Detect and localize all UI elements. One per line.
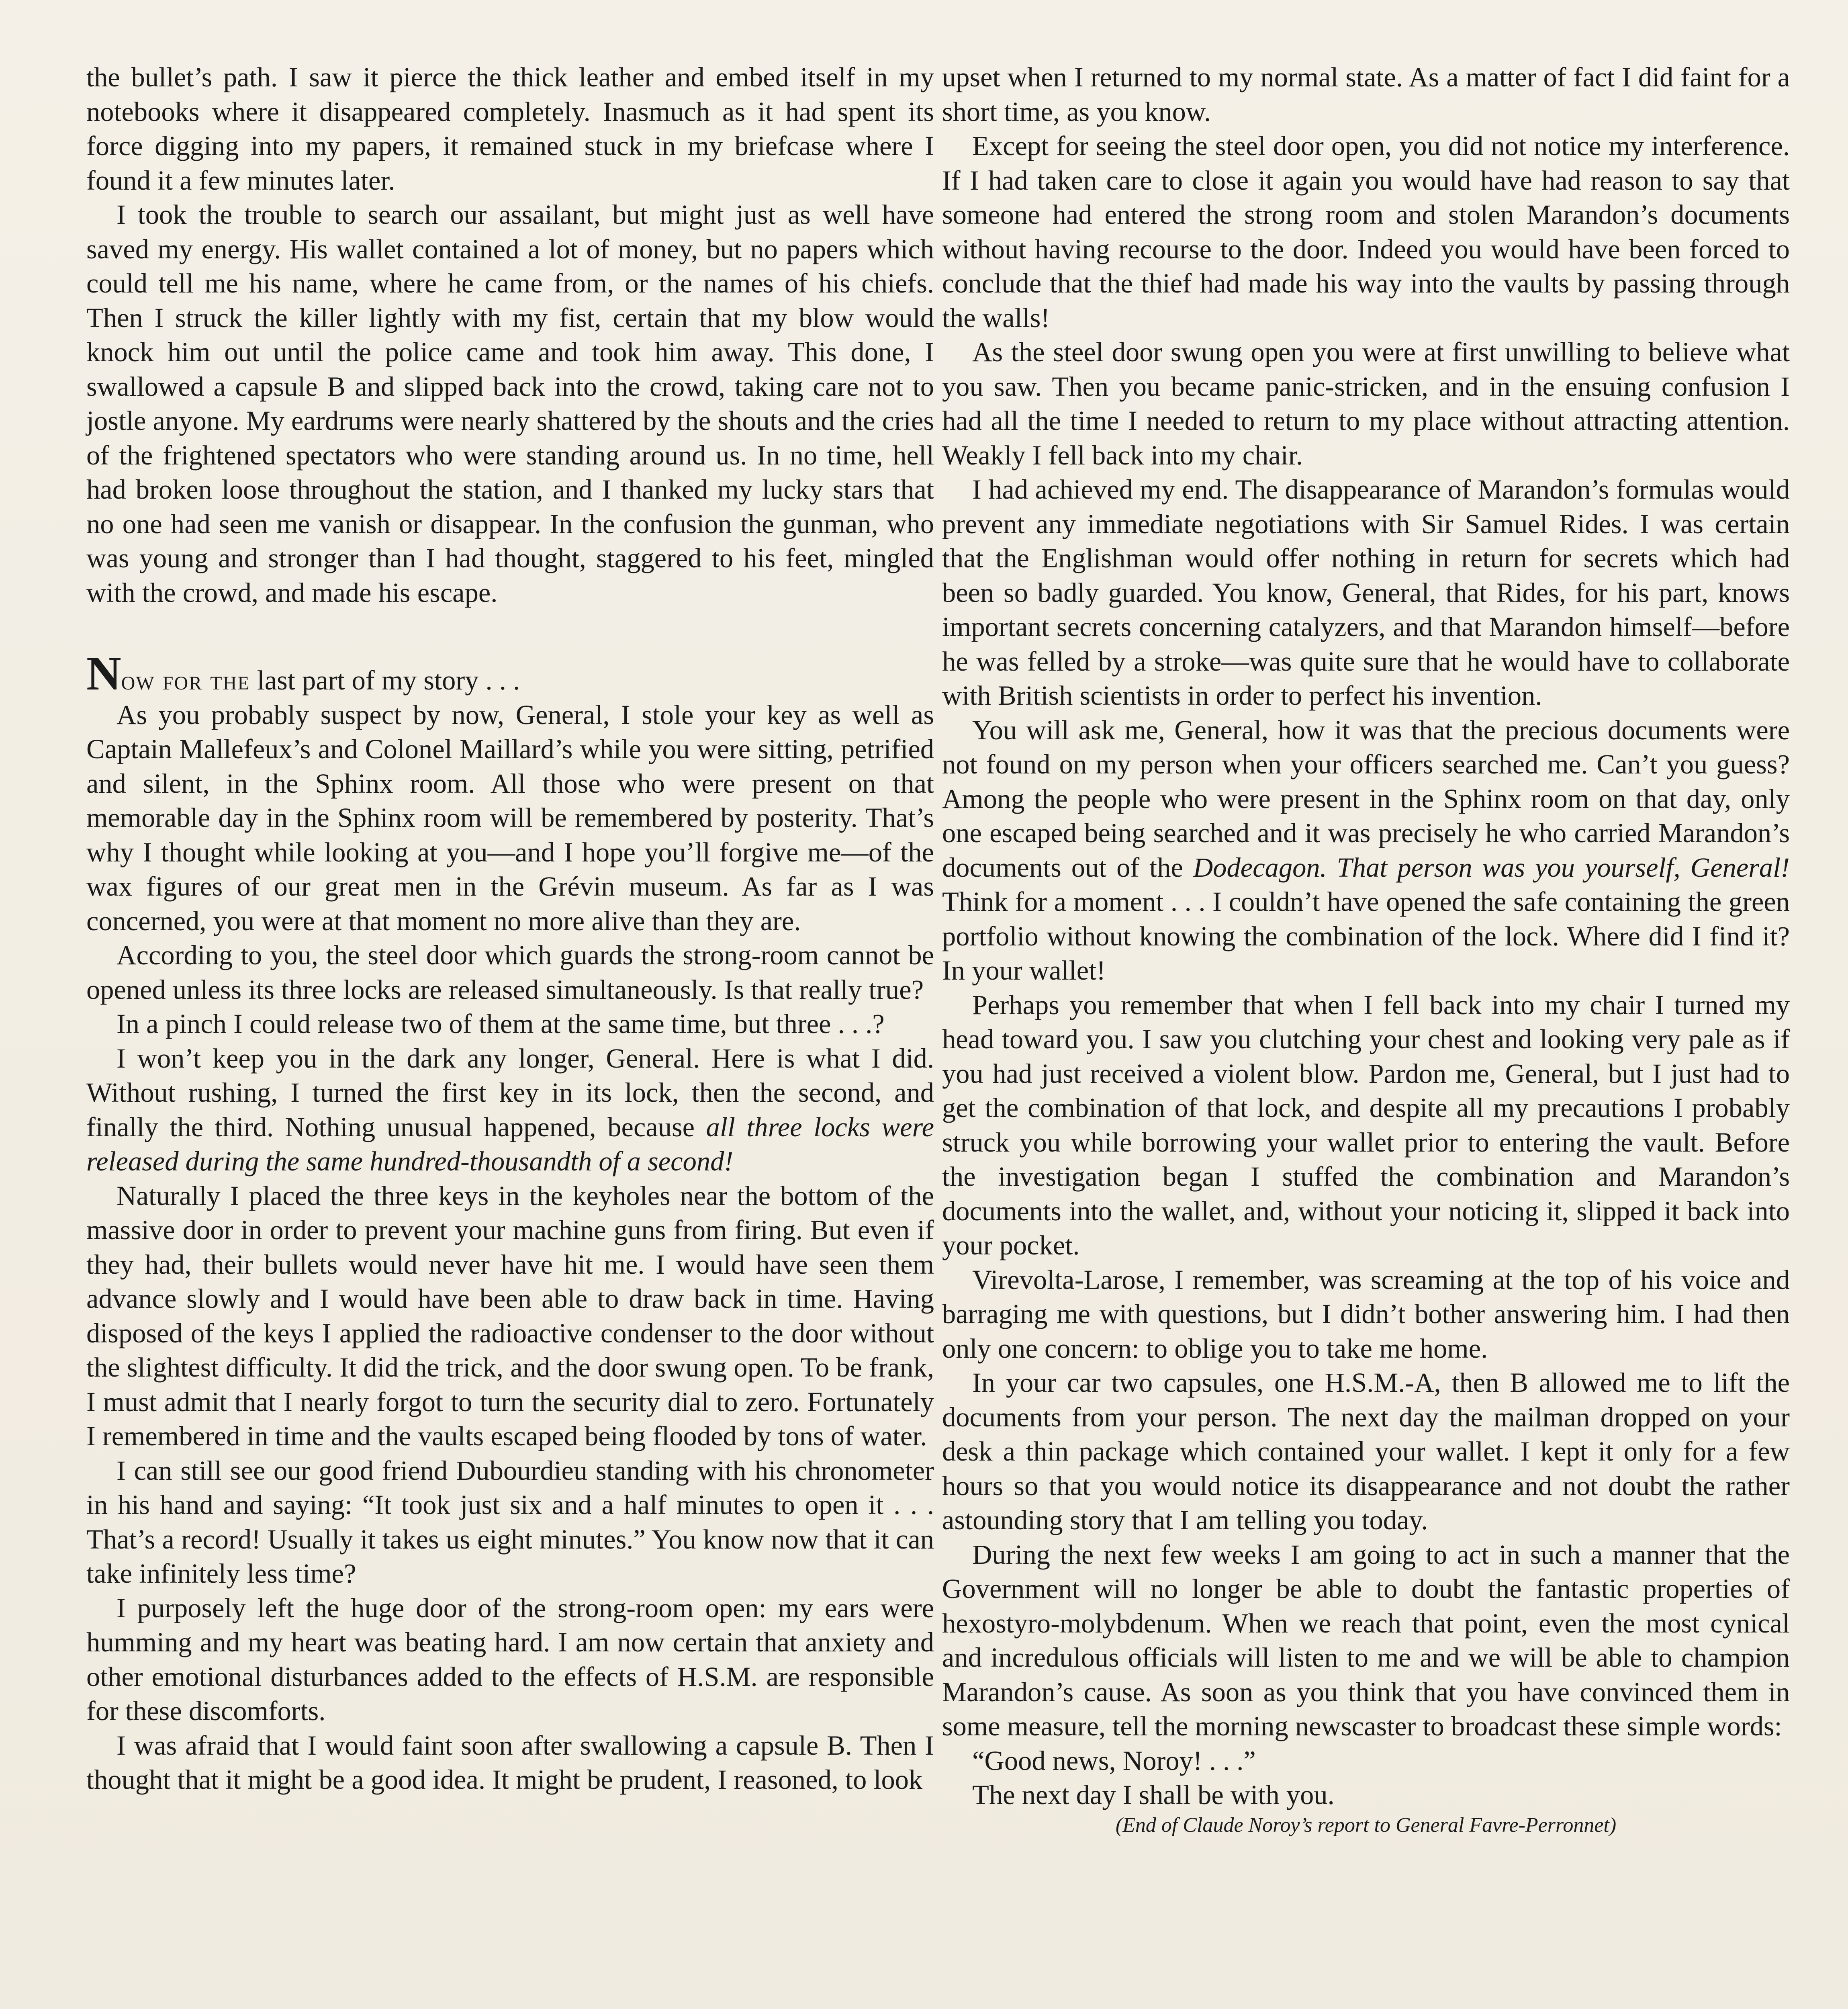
paragraph: I can still see our good friend Dubourdieu standing with his chronometer in his hand and saying: “It took just six and a half minutes to open it . . . That’s a record! Usually it takes us eight minutes.” You know now that it can take infinitely less time? bbox=[86, 1455, 934, 1589]
left-text-column bbox=[86, 60, 934, 1797]
small-caps-lead: ow for the bbox=[121, 665, 250, 696]
italic-emphasis: all three locks were released during the same hundred-thousandth of a second! bbox=[86, 1111, 934, 1176]
paragraph: I purposely left the huge door of the strong-room open: my ears were humming and my heart was beating hard. I am now certain that anxiety and other emotional disturbances added to the effects of H.S.M. are responsible for these discomforts. bbox=[86, 1592, 934, 1726]
paragraph-dodecagon bbox=[942, 713, 1790, 988]
italic-emphasis: Dodecagon. That person was you yourself, General! bbox=[1193, 852, 1790, 883]
paragraph: During the next few weeks I am going to act in such a manner that the Government will no longer be able to doubt the fantastic properties of hexostyro-molybdenum. When we reach that point, even the most cynical and incredulous officials will listen to me and we will be able to champion Marandon’s cause. As soon as you think that you have convinced them in some measure, tell the morning newscaster to broadcast these simple words: bbox=[942, 1539, 1790, 1741]
drop-cap: N bbox=[86, 646, 121, 700]
paragraph: The next day I shall be with you. bbox=[972, 1780, 1335, 1810]
paragraph: upset when I returned to my normal state. As a matter of fact I did faint for a short time, as you know. bbox=[942, 62, 1790, 127]
paragraph: I was afraid that I would faint soon after swallowing a capsule B. Then I thought that it might be a good idea. It might be prudent, I reasoned, to look bbox=[86, 1730, 934, 1795]
paragraph: I took the trouble to search our assailant, but might just as well have saved my energy. His wallet contained a lot of money, but no papers which could tell me his name, where he came from, or the names of his chiefs. Then I struck the killer lightly with my fist, certain that my blow would knock him out until the police came and took him away. This done, I swallowed a capsule B and slipped back into the crowd, taking care not to jostle anyone. My eardrums were nearly shattered by the shouts and the cries of the frightened spectators who were standing around us. In no time, hell had broken loose throughout the station, and I thanked my lucky stars that no one had seen me vanish or disappear. In the confusion the gunman, who was young and stronger than I had thought, staggered to his feet, mingled with the crowd, and made his escape. bbox=[86, 199, 934, 608]
section-lead-text: last part of my story . . . bbox=[250, 665, 520, 696]
paragraph-text: Think for a moment . . . I couldn’t have opened the safe containing the green portfolio without knowing the combination of the lock. Where did I find it? In your wallet! bbox=[942, 886, 1790, 986]
right-text-column bbox=[942, 60, 1790, 1838]
paragraph: I had achieved my end. The disappearance of Marandon’s formulas would prevent any immediate negotiations with Sir Samuel Rides. I was certain that the Englishman would offer nothing in return for secrets which had been so badly guarded. You know, General, that Rides, for his part, knows important secrets concerning catalyzers, and that Marandon himself—before he was felled by a stroke—was quite sure that he would have to collaborate with British scientists in order to perfect his invention. bbox=[942, 474, 1790, 711]
paragraph: According to you, the steel door which guards the strong-room cannot be opened unless its three locks are released simultaneously. Is that really true? bbox=[86, 940, 934, 1005]
paragraph: “Good news, Noroy! . . .” bbox=[972, 1745, 1256, 1776]
section-opening-paragraph bbox=[86, 646, 934, 700]
paragraph: Perhaps you remember that when I fell back into my chair I turned my head toward you. I saw you clutching your chest and looking very pale as if you had just received a violent blow. Pardon me, General, but I just had to get the combination of that lock, and despite all my precautions I probably struck you while borrowing your wallet prior to entering the vault. Before the investigation began I stuffed the combination and Marandon’s documents into the wallet, and, without your noticing it, slipped it back into your pocket. bbox=[942, 989, 1790, 1260]
paragraph: As you probably suspect by now, General, I stole your key as well as Captain Mallefeux’s and Colonel Maillard’s while you were sitting, petrified and silent, in the Sphinx room. All those who were present on that memorable day in the Sphinx room will be remembered by posterity. That’s why I thought while looking at you—and I hope you’ll forgive me—of the wax figures of our great men in the Grévin museum. As far as I was concerned, you were at that moment no more alive than they are. bbox=[86, 699, 934, 936]
paragraph: the bullet’s path. I saw it pierce the thick leather and embed itself in my notebooks where it disappeared completely. Inasmuch as it had spent its force digging into my papers, it remained stuck in my briefcase where I found it a few minutes later. bbox=[86, 62, 934, 196]
paragraph-text: You will ask me, General, how it was that the precious documents were not found on my person when your officers searched me. Can’t you guess? Among the people who were present in the Sphinx room on that day, only one escaped being searched and it was precisely he who carried Marandon’s documents out of the bbox=[942, 714, 1790, 883]
paragraph: Except for seeing the steel door open, you did not notice my interference. If I had taken care to close it again you would have had reason to say that someone had entered the strong room and stolen Marandon’s documents without having recourse to the door. Indeed you would have been forced to conclude that the thief had made his way into the vaults by passing through the walls! bbox=[942, 131, 1790, 333]
paragraph: Virevolta-Larose, I remember, was screaming at the top of his voice and barraging me with questions, but I didn’t bother answering him. I had then only one concern: to oblige you to take me home. bbox=[942, 1264, 1790, 1364]
paragraph: In a pinch I could release two of them at the same time, but three . . .? bbox=[117, 1009, 885, 1039]
paragraph: Naturally I placed the three keys in the keyholes near the bottom of the massive door in order to prevent your machine guns from firing. But even if they had, their bullets would never have hit me. I would have seen them advance slowly and I would have been able to draw back in time. Having disposed of the keys I applied the radioactive condenser to the door without the slightest difficulty. It did the trick, and the door swung open. To be frank, I must admit that I nearly forgot to turn the security dial to zero. Fortunately I remembered in time and the vaults escaped being flooded by tons of water. bbox=[86, 1180, 934, 1451]
report-end-note: (End of Claude Noroy’s report to General Favre-Perronnet) bbox=[1115, 1813, 1617, 1837]
paragraph-text: I won’t keep you in the dark any longer, General. Here is what I did. Without rushing, I turned the first key in its lock, then the second, and finally the third. Nothing unusual happened, because bbox=[86, 1043, 934, 1142]
paragraph-three-locks bbox=[86, 1041, 934, 1179]
paragraph: As the steel door swung open you were at first unwilling to believe what you saw. Then you became panic-stricken, and in the ensuing confusion I had all the time I needed to return to my place without attracting attention. Weakly I fell back into my chair. bbox=[942, 337, 1790, 471]
paragraph: In your car two capsules, one H.S.M.-A, then B allowed me to lift the documents from your person. The next day the mailman dropped on your desk a thin package which contained your wallet. I kept it only for a few hours so that you would notice its disappearance and not doubt the rather astounding story that I am telling you today. bbox=[942, 1367, 1790, 1535]
